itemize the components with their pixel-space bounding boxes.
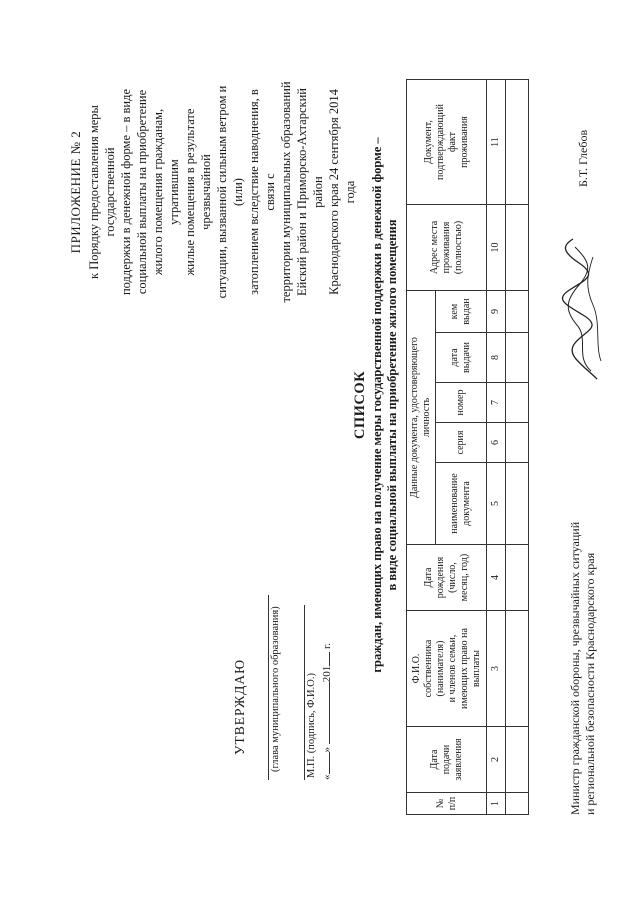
approval-head-label: (глава муниципального образования) xyxy=(270,606,281,772)
day-blank xyxy=(318,753,330,775)
footer-signatory-name: Б.Т. Глебов xyxy=(576,129,590,187)
column-number: 2 xyxy=(487,727,506,793)
header-application-date: Дата подачи заявления xyxy=(407,727,487,793)
appendix-title: ПРИЛОЖЕНИЕ № 2 xyxy=(68,130,83,254)
document-title-block xyxy=(352,85,400,725)
approval-title: УТВЕРЖДАЮ xyxy=(232,658,247,755)
document-subtitle xyxy=(370,85,400,725)
date-open-quote: « xyxy=(321,774,333,780)
date-close-quote: » xyxy=(321,747,333,753)
document-subtitle-line2: в виде социальной выплаты на приобретение жилого помещения xyxy=(385,219,399,591)
empty-cell xyxy=(506,205,529,291)
month-blank xyxy=(318,682,330,744)
approval-head-line xyxy=(268,595,269,780)
header-series: серия xyxy=(436,423,487,463)
empty-cell xyxy=(506,611,529,727)
empty-cell xyxy=(506,423,529,463)
footer-position: Министр гражданской обороны, чрезвычайных ситуаций и региональной безопасности Краснодарского края xyxy=(568,521,597,815)
column-number: 4 xyxy=(487,545,506,611)
year-prefix: 201 xyxy=(321,665,333,683)
column-number: 6 xyxy=(487,423,506,463)
signature-image xyxy=(545,235,620,385)
column-number: 9 xyxy=(487,291,506,333)
appendix-block xyxy=(68,77,358,307)
column-number: 1 xyxy=(487,793,506,815)
header-document-name: наименование документа xyxy=(436,463,487,545)
column-number: 10 xyxy=(487,205,506,291)
table-column-numbers-row xyxy=(487,80,506,815)
approval-sign-line xyxy=(304,605,305,780)
approval-date-line xyxy=(318,643,333,780)
empty-cell xyxy=(506,383,529,423)
header-birth-date: Дата рождения (число, месяц, год) xyxy=(407,545,487,611)
document-subtitle-line1: граждан, имеющих право на получение меры государственной поддержки в денежной форме – xyxy=(370,137,384,673)
column-number: 7 xyxy=(487,383,506,423)
header-issued-by: кем выдан xyxy=(436,291,487,333)
citizens-table xyxy=(406,79,529,815)
header-issue-date: дата выдачи xyxy=(436,333,487,383)
table-empty-row xyxy=(506,80,529,815)
year-suffix: г. xyxy=(321,642,333,649)
empty-cell xyxy=(506,80,529,205)
empty-cell xyxy=(506,793,529,815)
header-doc-number: номер xyxy=(436,383,487,423)
column-number: 11 xyxy=(487,80,506,205)
header-identity-document: Данные документа, удостоверяющего личность xyxy=(407,291,436,545)
empty-cell xyxy=(506,291,529,333)
header-residence-proof: Документ, подтверждающий факт проживания xyxy=(407,80,487,205)
year-blank xyxy=(318,652,330,666)
column-number: 8 xyxy=(487,333,506,383)
table-header-row xyxy=(407,80,436,815)
appendix-text: к Порядку предоставления меры государственной поддержки в денежной форме – в виде социальной выплаты на приобретение жилого помещения гражданам, утратившим жилые помещения в результате чрезвычайной ситуации, вызванной сильным ветром и (или) затоплением вследствие наводнения, в связи с территории муниципальных образований Ейский район и Приморско-Ахтарский район Краснодарского края 24 сентября 2014 года xyxy=(87,81,357,303)
empty-cell xyxy=(506,333,529,383)
approval-sign-label: М.П. (подпись, Ф.И.О.) xyxy=(306,673,317,778)
header-address: Адрес места проживания (полностью) xyxy=(407,205,487,291)
column-number: 5 xyxy=(487,463,506,545)
empty-cell xyxy=(506,545,529,611)
column-number: 3 xyxy=(487,611,506,727)
empty-cell xyxy=(506,463,529,545)
header-number: № п/п xyxy=(407,793,487,815)
header-full-name: Ф.И.О. собственника (нанимателя) и членов семьи, имеющих право на выплаты xyxy=(407,611,487,727)
document-title: СПИСОК xyxy=(352,370,368,440)
empty-cell xyxy=(506,727,529,793)
